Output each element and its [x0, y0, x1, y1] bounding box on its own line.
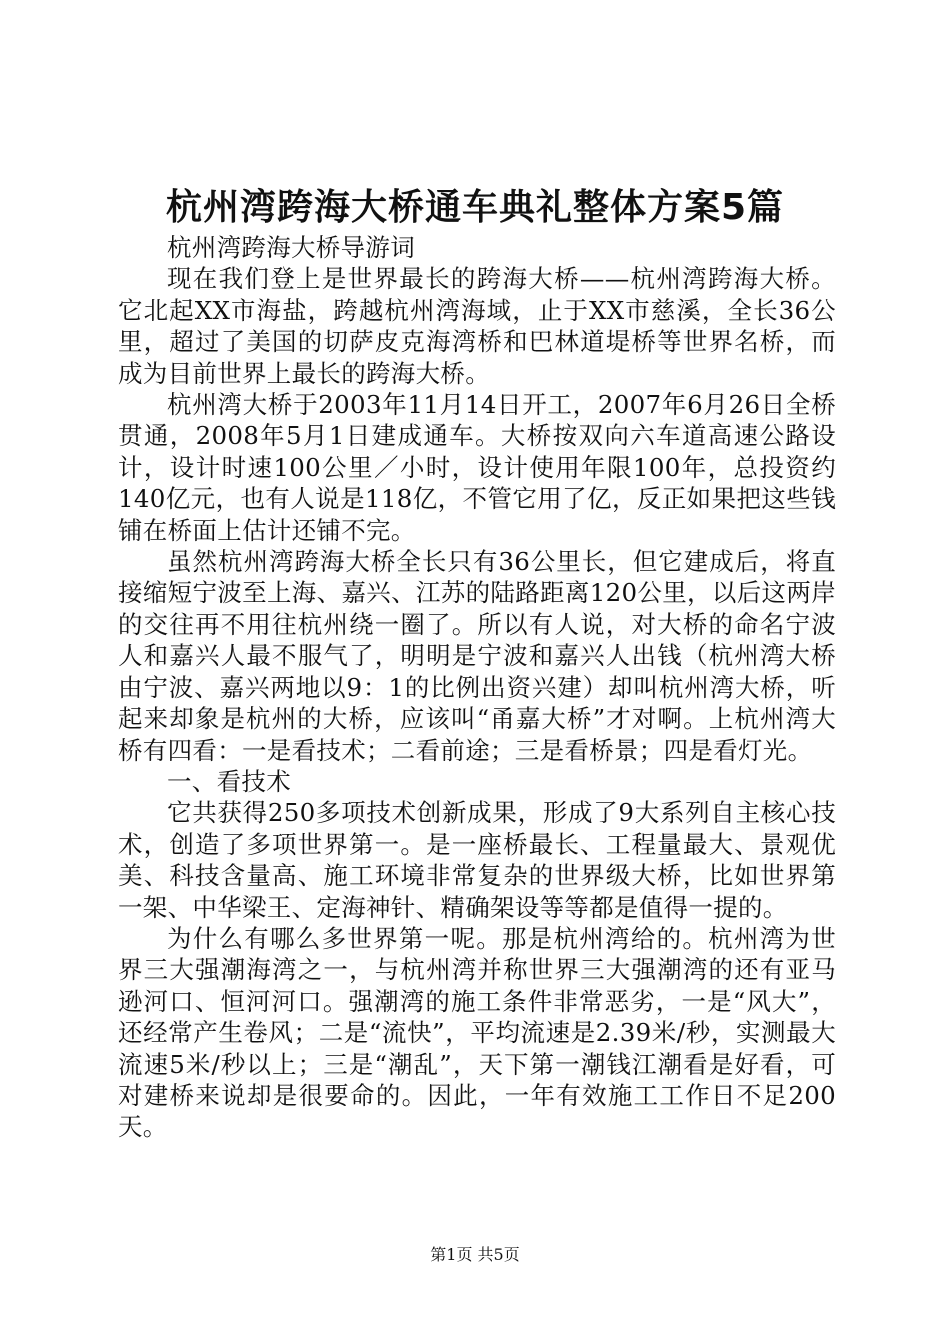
paragraph-subtitle: 杭州湾跨海大桥导游词 [167, 233, 415, 262]
paragraph: 虽然杭州湾跨海大桥全长只有36公里长，但它建成后，将直接缩短宁波至上海、嘉兴、江苏的陆路距离120公里，以后这两岸的交往再不用往杭州绕一圈了。所以有人说，对大桥的命名宁波人和嘉兴人最不服气了，明明是宁波和嘉兴人出钱（杭州湾大桥由宁波、嘉兴两地以9：1的比例出资兴建）却叫杭州湾大桥，听起来却象是杭州的大桥，应该叫“甬嘉大桥”才对啊。上杭州湾大桥有四看：一是看技术；二看前途；三是看桥景；四是看灯光。 [118, 547, 836, 765]
section-heading: 一、看技术 [167, 766, 291, 796]
paragraph: 杭州湾大桥于2003年11月14日开工，2007年6月26日全桥贯通，2008年5月1日建成通车。大桥按双向六车道高速公路设计，设计时速100公里／小时，设计使用年限100年，总投资约140亿元，也有人说是118亿，不管它用了亿，反正如果把这些钱铺在桥面上估计还铺不完。 [118, 390, 836, 545]
paragraph: 现在我们登上是世界最长的跨海大桥——杭州湾跨海大桥。它北起XX市海盐，跨越杭州湾海域，止于XX市慈溪，全长36公里，超过了美国的切萨皮克海湾桥和巴林道堤桥等世界名桥，而成为目前世界上最长的跨海大桥。 [118, 264, 836, 388]
document-body [118, 232, 836, 1143]
paragraph: 为什么有哪么多世界第一呢。那是杭州湾给的。杭州湾为世界三大强潮海湾之一，与杭州湾并称世界三大强潮湾的还有亚马逊河口、恒河河口。强潮湾的施工条件非常恶劣，一是“风大”，还经常产生卷风；二是“流快”，平均流速是2.39米/秒，实测最大流速5米/秒以上；三是“潮乱”，天下第一潮钱江潮看是好看，可对建桥来说却是很要命的。因此，一年有效施工工作日不足200天。 [118, 923, 836, 1142]
page-number-footer: 第1页 共5页 [430, 1245, 520, 1264]
paragraph: 它共获得250多项技术创新成果，形成了9大系列自主核心技术，创造了多项世界第一。是一座桥最长、工程量最大、景观优美、科技含量高、施工环境非常复杂的世界级大桥，比如世界第一架、中华梁王、定海神针、精确架设等等都是值得一提的。 [118, 798, 836, 922]
document-title: 杭州湾跨海大桥通车典礼整体方案5篇 [165, 187, 785, 228]
